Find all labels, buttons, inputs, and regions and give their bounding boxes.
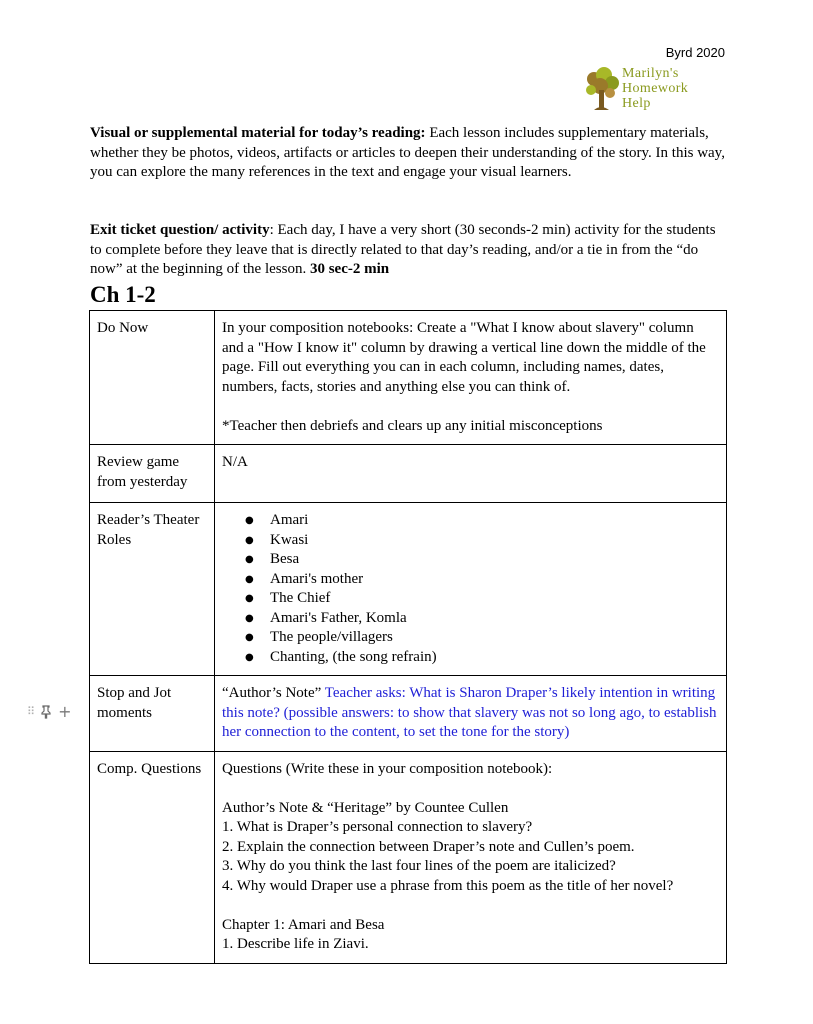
table-row-review: [90, 445, 727, 503]
visual-material-paragraph: [90, 124, 730, 183]
do-now-note: *Teacher then debriefs and clears up any initial misconceptions: [222, 417, 603, 434]
roles-list: [222, 511, 719, 667]
comp-section-2: Chapter 1: Amari and Besa: [222, 916, 385, 933]
header-author: Byrd 2020: [665, 45, 725, 60]
table-row-comp: [90, 751, 727, 963]
pin-icon[interactable]: [40, 705, 52, 719]
stop-jot-label: Stop and Jot moments: [90, 676, 215, 752]
roles-label: Reader’s Theater Roles: [90, 503, 215, 676]
table-row-stop-jot: [90, 676, 727, 752]
comp-label: Comp. Questions: [90, 751, 215, 963]
chapter-heading: Ch 1-2: [90, 282, 156, 307]
list-item: ● Besa: [270, 550, 719, 570]
list-item: ● Amari: [270, 511, 719, 531]
stop-jot-cell: [215, 676, 727, 752]
exit-ticket-label: Exit ticket question/ activity: [90, 222, 270, 238]
exit-ticket-paragraph: [90, 221, 730, 280]
list-item: ● Amari's Father, Komla: [270, 609, 719, 629]
list-item: ● Kwasi: [270, 531, 719, 551]
exit-ticket-text: : Each day, I have a very short (30 seconds-2 min) activity for the students to complete before they leave that is directly related to that day’s reading, and/or a tie in from the “do now” at the beginning of the lesson.: [90, 222, 716, 277]
review-label: Review game from yesterday: [90, 445, 215, 503]
list-item: ● The Chief: [270, 589, 719, 609]
exit-ticket-time: 30 sec-2 min: [309, 261, 390, 277]
table-row-roles: [90, 503, 727, 676]
logo-line-1: Marilyn's: [622, 66, 679, 81]
logo-text: [622, 66, 714, 111]
comp-cell: [215, 751, 727, 963]
comp-question: 1. Describe life in Ziavi.: [222, 936, 369, 952]
table-row-do-now: [90, 311, 727, 445]
comp-question: 1. What is Draper’s personal connection to slavery?: [222, 819, 533, 835]
do-now-cell: [215, 311, 727, 445]
stop-jot-prefix: “Author’s Note”: [222, 685, 325, 701]
list-item: ● The people/villagers: [270, 628, 719, 648]
do-now-text: In your composition notebooks: Create a "What I know about slavery" column and a "How I know it" column by drawing a vertical line down the middle of the page. Fill out everything you can in each column, including names, dates, numbers, facts, stories and anything else you can think of.: [222, 320, 706, 395]
comp-question: 3. Why do you think the last four lines of the poem are italicized?: [222, 858, 616, 874]
stop-jot-teacher-question: Teacher asks: What is Sharon Draper’s likely intention in writing this note? (possible answers: to show that slavery was not so long ago, to establish her connection to the content, to set the tone for the story): [222, 685, 717, 740]
review-value: N/A: [215, 445, 727, 503]
visual-material-text: Each lesson includes supplementary materials, whether they be photos, videos, artifacts or articles to deepen their understanding of the story. In this way, you can explore the many references in the text and engage your visual learners.: [90, 125, 725, 180]
logo: [582, 66, 712, 116]
list-item: ● Amari's mother: [270, 570, 719, 590]
plus-icon[interactable]: +: [58, 702, 72, 721]
row-tools: [27, 702, 71, 721]
tree-icon: [582, 66, 622, 114]
comp-question: 2. Explain the connection between Draper’s note and Cullen’s poem.: [222, 838, 635, 855]
visual-material-label: Visual or supplemental material for today’s reading:: [90, 125, 426, 141]
logo-line-3: Help: [622, 96, 651, 111]
drag-handle-icon[interactable]: ⠿: [27, 705, 35, 718]
roles-cell: [215, 503, 727, 676]
logo-line-2: Homework: [622, 81, 689, 96]
comp-intro: Questions (Write these in your composition notebook):: [222, 760, 553, 777]
lesson-table: [89, 310, 727, 964]
comp-question: 4. Why would Draper use a phrase from this poem as the title of her novel?: [222, 877, 674, 894]
comp-section-1: Author’s Note & “Heritage” by Countee Cullen: [222, 799, 509, 816]
do-now-label: Do Now: [90, 311, 215, 445]
list-item: ● Chanting, (the song refrain): [270, 648, 719, 668]
